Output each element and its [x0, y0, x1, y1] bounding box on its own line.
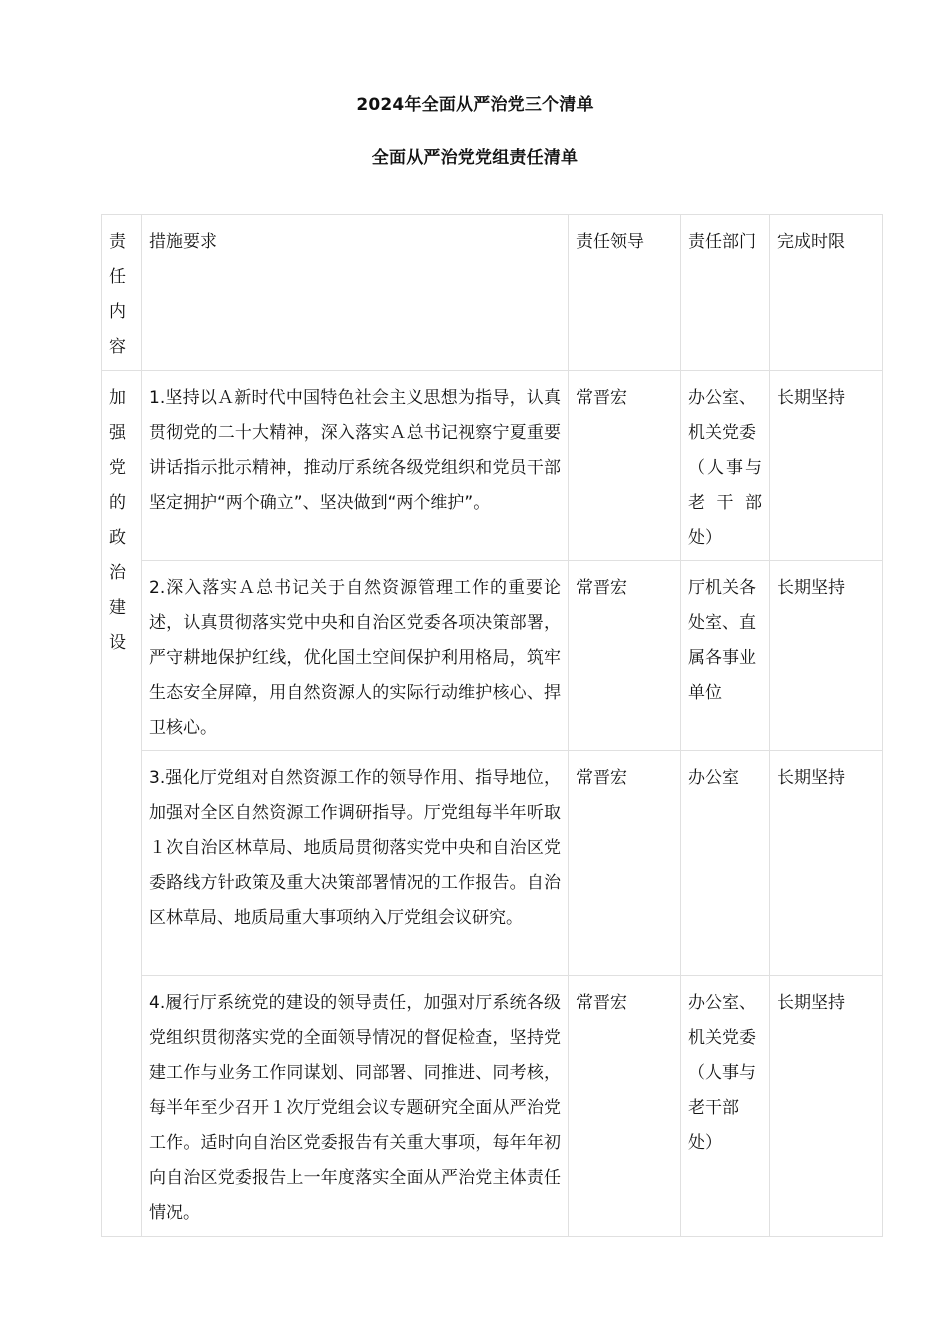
deadline-cell: 长期坚持 — [770, 561, 883, 751]
document-title: 2024年全面从严治党三个清单 — [356, 95, 594, 115]
measure-cell: 1.坚持以Ａ新时代中国特色社会主义思想为指导，认真贯彻党的二十大精神，深入落实Ａ总书记视察宁夏重要讲话指示批示精神，推动厅系统各级党组织和党员干部坚定拥护“两个确立”、坚决做到“两个维护”。 — [142, 371, 569, 561]
leader-cell: 常晋宏 — [569, 751, 681, 976]
responsibility-table — [101, 214, 883, 1237]
header-department: 责任部门 — [681, 215, 770, 371]
department-line: 老 干 部 — [688, 493, 762, 513]
header-leader: 责任领导 — [569, 215, 681, 371]
deadline-cell: 长期坚持 — [770, 976, 883, 1237]
deadline-cell: 长期坚持 — [770, 751, 883, 976]
measure-cell: 4.履行厅系统党的建设的领导责任，加强对厅系统各级党组织贯彻落实党的全面领导情况的督促检查，坚持党建工作与业务工作同谋划、同部署、同推进、同考核，每半年至少召开１次厅党组会议专题研究全面从严治党工作。适时向自治区党委报告有关重大事项，每年年初向自治区党委报告上一年度落实全面从严治党主体责任情况。 — [142, 976, 569, 1237]
leader-cell: 常晋宏 — [569, 371, 681, 561]
table-row — [102, 371, 883, 561]
deadline-cell: 长期坚持 — [770, 371, 883, 561]
table-header-row — [102, 215, 883, 371]
header-measures: 措施要求 — [142, 215, 569, 371]
measure-cell: 2.深入落实Ａ总书记关于自然资源管理工作的重要论述，认真贯彻落实党中央和自治区党委各项决策部署，严守耕地保护红线，优化国土空间保护利用格局，筑牢生态安全屏障，用自然资源人的实际行动维护核心、捍卫核心。 — [142, 561, 569, 751]
leader-cell: 常晋宏 — [569, 976, 681, 1237]
header-deadline: 完成时限 — [770, 215, 883, 371]
table-row — [102, 976, 883, 1237]
department-line: （人事与 — [688, 458, 762, 478]
table-row — [102, 751, 883, 976]
header-content-cell — [102, 215, 142, 371]
department-line: 办公室、机关党委 — [688, 388, 756, 443]
category-label: 加强党的政治建设 — [109, 388, 126, 653]
header-content: 责任内容 — [109, 232, 126, 357]
document-subtitle: 全面从严治党党组责任清单 — [371, 148, 579, 168]
table-row — [102, 561, 883, 751]
leader-cell: 常晋宏 — [569, 561, 681, 751]
department-cell: 办公室、机关党委（人事与老干部处） — [681, 976, 770, 1237]
measure-cell: 3.强化厅党组对自然资源工作的领导作用、指导地位，加强对全区自然资源工作调研指导。厅党组每半年听取１次自治区林草局、地质局贯彻落实党中央和自治区党委路线方针政策及重大决策部署情况的工作报告。自治区林草局、地质局重大事项纳入厅党组会议研究。 — [142, 751, 569, 976]
department-line: 处） — [688, 528, 722, 548]
department-cell: 办公室 — [681, 751, 770, 976]
category-cell — [102, 371, 142, 1237]
department-cell — [681, 371, 770, 561]
department-cell: 厅机关各处室、直属各事业单位 — [681, 561, 770, 751]
